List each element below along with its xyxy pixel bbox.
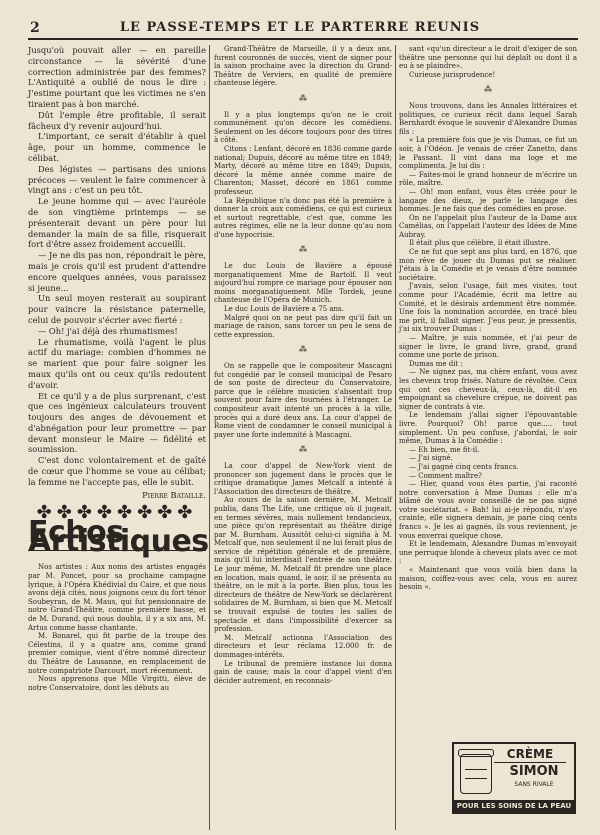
creme-simon-advertisement (452, 742, 576, 814)
paragraph: Le duc Louis de Bavière a 75 ans. (224, 305, 344, 314)
paragraph: L'important, ce serait d'établir à quel âge, pour un homme, commence le célibat. (28, 131, 206, 163)
column-divider (395, 45, 396, 830)
paragraph: La République n'a donc pas été la première à donner la croix aux comédiens, ce qui est curieux et surtout regrettable, c'est que, comme les autres régimes, elle ne la leur donne qu'au nom d'une hypocrisie. (214, 196, 392, 239)
paragraph: Nos artistes : Aux noms des artistes engagés par M. Poncet, pour sa prochaine campagne lyrique, à l'Opéra Khédivial du Caire, et que nous avons déjà cités, nous joignons ceux du fort ténor Soubeyran, de M. Maus, qui fut pensionnaire de notre Grand-Théâtre, comme première basse, et de M. Durand, qui nous doubla, il y a six ans, M. Artus comme basse chantante. (28, 563, 206, 632)
paragraph: Jusqu'où pouvait aller — en pareille circonstance — la sévérité d'une correction administrée par des femmes? L'Antiquité a oublié de nous le dire : J'estime pourtant que les victimes ne s'en tiraient pas à bon marché. (28, 45, 206, 109)
section-title: Echos Artistiques (28, 515, 209, 559)
paragraph: J'avais, selon l'usage, fait mes visites, tout comme pour l'Académie, écrit ma lettre au Comité, et le désirais ardemment être nommée. Une fois la nomination accordée, en tracé bleu me prit, il fallait signer. J'eus peur, je pressentis, j'ai six trouver Dumas : (399, 282, 577, 334)
cream-jar-icon (460, 754, 492, 794)
asterism-separator: ⁂ (299, 93, 307, 103)
paragraph: Dût l'emple être profitable, il serait fâcheux d'y revenir aujourd'hui. (28, 109, 206, 131)
ad-tagline: SANS RIVALE (514, 781, 554, 788)
asterism-separator: ⁂ (299, 445, 307, 455)
paragraph: C'est donc volontairement et de gaîté de cœur que l'homme se voue au célibat; la femme ne l'accepte pas, elle le subit. (28, 455, 206, 487)
paragraph: Il y a plus longtemps qu'on ne le croit communément qu'on décore les comédiens. Seulement on les décore toujours pour des titres à côté. (214, 110, 392, 145)
paragraph: — Faites-moi le grand honneur de m'écrire un rôle, maître. (399, 170, 577, 188)
paragraph: Le jeune homme qui — avec l'auréole de son vingtième printemps — se présenterait devant un père pour lui demander la main de sa fille, risquerait fort d'être assez froidement accueilli. (28, 196, 206, 250)
asterism-separator: ⁂ (299, 345, 307, 355)
paragraph: Dumas me dit : (409, 359, 463, 368)
paragraph: Un seul moyen resterait au soupirant pour vaincre la résistance paternelle, celui de pouvoir s'écrier avec fierté : (28, 293, 206, 325)
paragraph: — Eh bien, me fit-il. (409, 445, 480, 454)
paragraph: Il était plus que célèbre, il était illustre. (409, 239, 551, 248)
paragraph: — J'ai gagné cinq cents francs. (409, 462, 519, 471)
paragraph: Nous apprenons que Mlle Virgitti, élève de notre Conservatoire, dont les débuts au (28, 675, 206, 692)
paragraph: — Je ne dis pas non, répondrait le père, mais je crois qu'il est prudent d'attendre encore quelques années, vous paraissez si jeune... (28, 250, 206, 293)
asterism-separator: ⁂ (484, 85, 492, 95)
paragraph: Le duc Louis de Bavière a épousé morganatiquement Mme de Bartolf. Il veut aujourd'hui rompre ce mariage pour épouser non moins morganatiquement Mlle Tordek, jeune chanteuse de l'Opéra de Munich. (214, 262, 392, 305)
column-divider (209, 45, 210, 830)
paragraph: — Oh! mon enfant, vous êtes créée pour le langage des dieux, je parle le langage des hommes. Je ne fais que des comédies en prose. (399, 187, 577, 214)
paragraph: « La première fois que je vis Dumas, ce fut un soir, à l'Odéon. Je venais de créer Zanetto, dans le Passant. Il vint dans ma loge et me complimenta. Je lui dis : (399, 136, 577, 171)
paragraph: On ne l'appelait plus l'auteur de la Dame aux Camélias, on l'appelait l'auteur des Idées de Mme Aubray. (399, 213, 577, 239)
ad-title: CRÈME (494, 747, 566, 763)
header-rule (28, 38, 578, 40)
paragraph: Au cours de la saison dernière, M. Metcalf publia, dans The Life, une critique où il jugeait, en termes sévères, mais nullement tendancieux, une pièce qu'on représentait au théâtre dirigé par M. Burnham. Aussitôt celui-ci signifia à M. Metcalf que, non seulement il ne lui ferait plus de service de répétition générale et de première, mais qu'il lui interdisait l'entrée de son théâtre. Le jour même, M. Metcalf fit prendre une place en location, mais quand, le soir, il se présenta au théâtre, on le mit à la porte. Bien plus, tous les directeurs de théâtre de New-York se déclarèrent solidaires de M. Burnham, si bien que M. Metcalf se trouvait expulsé de toutes les salles de spectacle et dans l'impossibilité d'exercer sa profession. (214, 496, 392, 634)
echos-body (28, 563, 206, 692)
paragraph: Des légistes — partisans des unions précoces — veulent le faire commencer à vingt ans : c'est un peu tôt. (28, 163, 206, 196)
paragraph: Le lendemain j'allai signer l'épouvantable livre. Pourquoi? Oh! parce que..... tout simplement. Un peu confuse, j'abordai, le soir même, Dumas à la Comédie : (399, 411, 577, 446)
running-head: LE PASSE-TEMPS ET LE PARTERRE REUNIS (119, 20, 481, 35)
paragraph: sant «qu'un directeur a le droit d'exiger de son théâtre une personne qui lui déplaît ou dont il a eu à se plaindre». (399, 45, 577, 71)
ad-brand: SIMON (509, 764, 559, 779)
ad-footer: POUR LES SOINS DE LA PEAU (454, 800, 574, 812)
paragraph: Malgré quoi on ne peut pas dire qu'il fait un mariage de raison, sans torcer un peu le sens de cette expression. (214, 313, 392, 339)
floral-ornament-divider: ✤✤✤✤✤✤✤✤ (36, 501, 198, 523)
paragraph: Le rhumatisme, voilà l'agent le plus actif du mariage: combien d'hommes ne se marient que pour faire soigner les maux qu'ils ont ou ceux qu'ils redoutent d'avoir. (28, 336, 206, 390)
paragraph: — J'ai signé. (409, 454, 453, 463)
asterism-separator: ⁂ (299, 245, 307, 255)
paragraph: On se rappelle que le compositeur Mascagni fut congédié par le conseil municipal de Pesaro de son poste de directeur du Conservatoire, parce que le célèbre musicien s'absentait trop souvent pour faire des tournées à l'étranger. Le compositeur avait intenté un procès à la ville, procès qui a duré deux ans. La cour d'appel de Rome vient de condamner le conseil municipal à payer une forte indemnité à Mascagni. (214, 362, 392, 439)
paragraph: Le tribunal de première instance lui donna gain de cause; mais la cour d'appel vient d'en décider autrement, en reconnais- (214, 659, 392, 685)
paragraph: Ce ne fut que sept ans plus tard, en 1876, que mon rêve de jouer du Dumas put se réaliser. J'étais à la Comédie et je venais d'être nommée sociétaire. (399, 248, 577, 282)
page-number: 2 (30, 20, 40, 36)
paragraph: — Oh! j'ai déjà des rhumatismes! (38, 325, 178, 336)
column-3 (399, 45, 577, 592)
paragraph: Nous trouvons, dans les Annales littéraires et politiques, ce curieux récit dans lequel Sarah Bernhardt évoque le souvenir d'Alexandre Dumas fils : (399, 101, 577, 136)
paragraph: Et ce qu'il y a de plus surprenant, c'est que ces ingénieux calculateurs trouvent toujours des anges de dévouement et d'abnégation pour leur promettre — par devant monsieur le Maire — fidélité et soumission. (28, 390, 206, 455)
column-2 (214, 45, 392, 685)
paragraph: La cour d'appel de New-York vient de prononcer son jugement dans le procès que le critique dramatique James Metcalf a intenté à l'Association des directeurs de théâtre. (214, 461, 392, 496)
paragraph: Curieuse jurisprudence! (409, 70, 496, 79)
paragraph: — Hier, quand vous êtes partie, j'ai raconté notre conversation à Mme Dumas : elle m'a blâmé de vous avoir conseillé de ne pas signé votre sociétariat. « Bah! lui ai-je répondu, n'aye crainte, elle signera demain, je parie cinq cents francs ». Je les ai gagnés, ils vous reviennent, je vous enverrai quelque chose. (399, 480, 577, 540)
paragraph: M. Metcalf actionna l'Association des directeurs et leur réclama 12.000 fr. de dommages-intérêts. (214, 633, 392, 659)
author-signature: Pierre Bataille. (142, 489, 206, 500)
paragraph: — Maître, je suis nommée, et j'ai peur de signer le livre, le grand livre, grand, grand comme une porte de prison. (399, 334, 577, 360)
paragraph: — Ne signez pas, ma chère enfant, vous avez les cheveux trop frisés. Nature de révoltée. Ceux qui ont ces cheveux-là, ceux-là, dit-il en empoignant sa chevelure crépue, ne doivent pas signer de contrats à vie. (399, 368, 577, 411)
paragraph: « Maintenant que vous voilà bien dans la maison, coiffez-vous avec cela, vous en aurez besoin ». (399, 566, 577, 592)
paragraph: Et le lendemain, Alexandre Dumas m'envoyait une perruque blonde à cheveux plats avec ce mot : (399, 540, 577, 566)
paragraph: M. Bonarel, qui fit partie de la troupe des Célestins, il y a quatre ans, comme grand premier comique, vient d'être nommé directeur du Théâtre de Lausanne, en remplacement de notre compatriote Darcourt, mort récemment. (28, 632, 206, 675)
column-1 (28, 45, 209, 692)
paragraph: — Comment maître? (409, 471, 482, 480)
paragraph: Grand-Théâtre de Marseille, il y a deux ans, furent couronnés de succès, vient de signer pour la saison prochaine avec la direction du Grand-Théâtre de Verviers, en qualité de première chanteuse légère. (214, 45, 392, 88)
paragraph: Citons : Lenfant, décoré en 1836 comme garde national; Dupuis, décoré au même titre en 1849; Marty, décoré au même titre en 1849; Dupuis, décoré la même année comme maire de Charenton; Masset, décoré en 1861 comme professeur. (214, 144, 392, 196)
